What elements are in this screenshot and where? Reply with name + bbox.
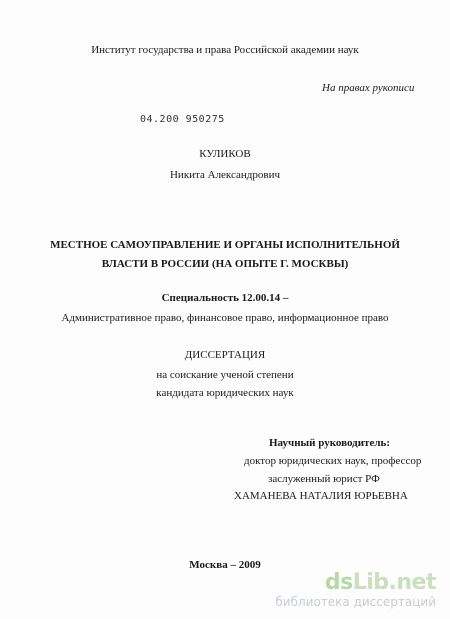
supervisor-name: ХАМАНЕВА НАТАЛИЯ ЮРЬЕВНА <box>234 490 408 502</box>
supervisor-degree: доктор юридических наук, профессор <box>244 455 422 467</box>
logo-part-net: .net <box>388 570 436 595</box>
author-first-middle-name: Никита Александрович <box>169 169 281 181</box>
logo-part-lib: Lib <box>352 570 389 595</box>
dissertation-title-line-1: МЕСТНОЕ САМОУПРАВЛЕНИЕ И ОРГАНЫ ИСПОЛНИТЕЛЬНОЙ <box>50 239 400 251</box>
city-year: Москва – 2009 <box>189 559 261 571</box>
supervisor-honor: заслуженный юрист РФ <box>268 473 380 485</box>
catalog-number: 04.200 950275 <box>140 114 225 125</box>
dslib-logo <box>275 571 436 595</box>
supervisor-heading: Научный руководитель: <box>269 437 390 449</box>
institution-name: Институт государства и права Российской академии наук <box>91 44 359 56</box>
dissertation-heading: ДИССЕРТАЦИЯ <box>184 349 266 361</box>
author-last-name: КУЛИКОВ <box>199 148 251 160</box>
specialty-description: Административное право, финансовое право, информационное право <box>61 312 389 324</box>
dslib-watermark <box>275 571 436 609</box>
specialty-code: Специальность 12.00.14 – <box>161 292 289 304</box>
manuscript-note: На правах рукописи <box>322 82 415 94</box>
dissertation-title-line-2: ВЛАСТИ В РОССИИ (НА ОПЫТЕ Г. МОСКВЫ) <box>101 258 349 270</box>
degree-line-2: кандидата юридических наук <box>156 387 294 399</box>
logo-part-ds: ds <box>324 570 353 595</box>
watermark-subtitle: библиотека диссертаций <box>275 595 436 609</box>
degree-line-1: на соискание ученой степени <box>156 369 294 381</box>
